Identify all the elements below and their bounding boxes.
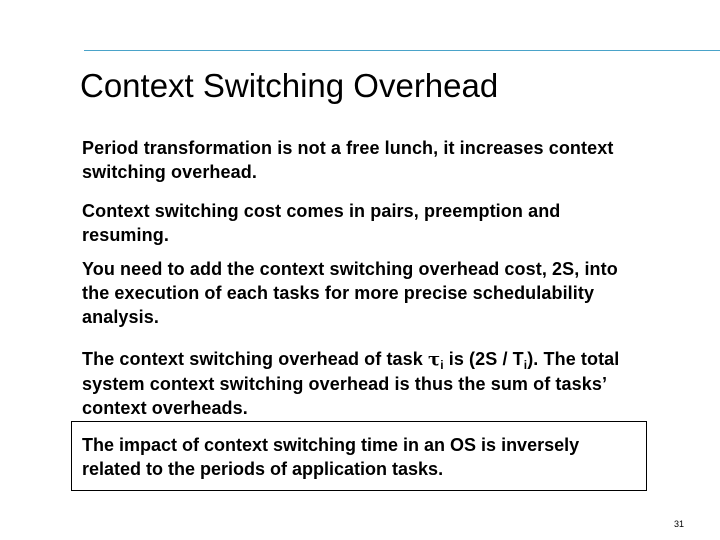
highlight-box-text: The impact of context switching time in an OS is inversely related to the periods of application tasks. (82, 435, 580, 479)
page-number: 31 (674, 519, 685, 529)
tau-symbol: τ (427, 349, 441, 370)
paragraph-period-transformation: Period transformation is not a free lunch, it increases context switching overhead. (82, 138, 614, 182)
formula-text-before: The context switching overhead of task (82, 349, 428, 369)
title-divider-line (84, 50, 720, 51)
formula-text-after: ). The total system context switching overhead is thus the sum of tasks’ context overheads. (82, 349, 620, 418)
period-subscript: i (523, 358, 528, 372)
slide-title: Context Switching Overhead (80, 67, 499, 104)
highlight-box (71, 421, 647, 491)
paragraph-cost-in-pairs: Context switching cost comes in pairs, preemption and resuming. (82, 201, 561, 245)
tau-subscript: i (440, 358, 444, 372)
paragraph-overhead-formula (82, 347, 657, 420)
formula-text-middle: is (2S / T (443, 349, 524, 369)
paragraph-add-overhead: You need to add the context switching overhead cost, 2S, into the execution of each tasks for more precise schedulability analysis. (82, 259, 618, 327)
